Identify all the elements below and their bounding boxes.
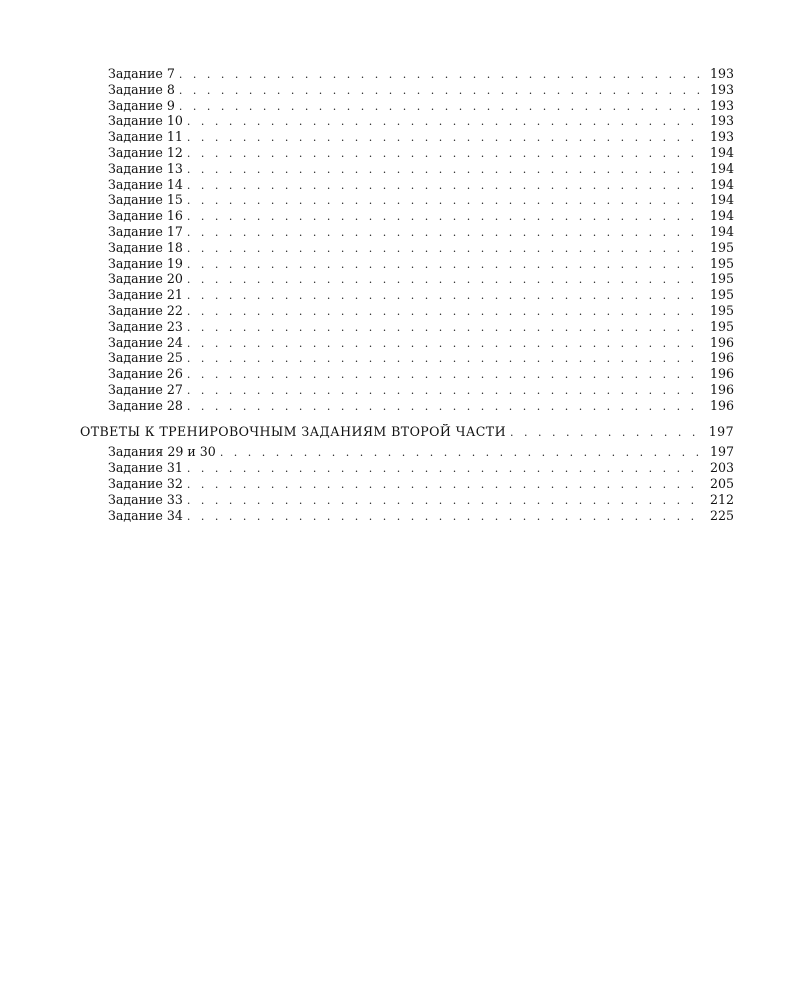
toc-entry[interactable]: [80, 129, 734, 145]
toc-entry-title: Задание 33: [108, 491, 183, 507]
dot-leader: [187, 383, 702, 398]
toc-entry-page: 193: [709, 113, 734, 129]
dot-leader: [187, 114, 702, 129]
dot-leader: [187, 336, 702, 351]
dot-leader: [187, 130, 702, 145]
dot-leader: [187, 272, 702, 287]
toc-entry-page: 194: [709, 223, 734, 239]
dot-leader: [187, 367, 702, 382]
toc-entry[interactable]: [80, 271, 734, 287]
toc-entry-page: 203: [709, 460, 734, 476]
dot-leader: [187, 178, 702, 193]
toc-entry-title: Задание 28: [108, 397, 183, 413]
toc-entry-title: Задание 7: [108, 66, 175, 81]
toc-entry-page: 196: [709, 381, 734, 397]
toc-entry[interactable]: [80, 98, 734, 114]
toc-entry-page: 196: [709, 397, 734, 413]
toc-entry-page: 194: [709, 144, 734, 160]
toc-entry-page: 194: [709, 176, 734, 192]
toc-entry-title: Задание 10: [108, 113, 183, 129]
toc-entry-page: 196: [709, 334, 734, 350]
toc-entry-page: 194: [709, 192, 734, 208]
dot-leader: [187, 146, 702, 161]
toc-entry[interactable]: [80, 444, 734, 460]
toc-entry-title: Задание 23: [108, 318, 183, 334]
dot-leader: [187, 320, 702, 335]
toc-entry-page: 205: [709, 475, 734, 491]
toc-entry[interactable]: [80, 177, 734, 193]
toc-entry[interactable]: [80, 240, 734, 256]
toc-entry-title: Задание 34: [108, 507, 183, 523]
toc-entry[interactable]: [80, 113, 734, 129]
dot-leader: [179, 67, 702, 82]
dot-leader: [187, 241, 702, 256]
toc-entry-title: Задание 9: [108, 97, 175, 113]
toc-entry-page: 195: [709, 287, 734, 303]
toc-entry-title: Задание 32: [108, 475, 183, 491]
dot-leader: [187, 288, 702, 303]
toc-entry-title: Задание 24: [108, 334, 183, 350]
toc-entry[interactable]: [80, 82, 734, 98]
toc-entry[interactable]: [80, 287, 734, 303]
toc-entry-page: 197: [709, 444, 734, 460]
dot-leader: [187, 461, 702, 476]
toc-entry-page: 194: [709, 160, 734, 176]
toc-entry-title: Задание 31: [108, 460, 183, 476]
toc-entry[interactable]: [80, 66, 734, 82]
dot-leader: [187, 509, 702, 524]
dot-leader: [179, 83, 702, 98]
toc-entry-page: 193: [709, 66, 734, 81]
toc-entry[interactable]: [80, 145, 734, 161]
toc-entry-page: 196: [709, 350, 734, 366]
toc-entry-page: 193: [709, 129, 734, 145]
toc-entry[interactable]: [80, 398, 734, 414]
toc-entry-title: Задание 19: [108, 255, 183, 271]
toc-entry-page: 195: [709, 318, 734, 334]
toc-list: [80, 66, 734, 523]
toc-entry-title: Задание 8: [108, 81, 175, 97]
toc-entry[interactable]: [80, 508, 734, 524]
dot-leader: [187, 304, 702, 319]
dot-leader: [187, 399, 702, 414]
toc-entry-page: 193: [709, 81, 734, 97]
toc-entry[interactable]: [80, 335, 734, 351]
dot-leader: [187, 193, 702, 208]
toc-entry[interactable]: [80, 303, 734, 319]
toc-entry-title: Задание 16: [108, 208, 183, 224]
toc-entry[interactable]: [80, 492, 734, 508]
toc-entry[interactable]: [80, 256, 734, 272]
toc-entry-page: 195: [709, 255, 734, 271]
toc-entry-page: 193: [709, 97, 734, 113]
dot-leader: [187, 351, 702, 366]
toc-entry-title: Задания 29 и 30: [108, 444, 216, 460]
toc-entry[interactable]: [80, 192, 734, 208]
toc-section-page: 197: [708, 423, 734, 439]
toc-entry[interactable]: [80, 161, 734, 177]
toc-entry[interactable]: [80, 319, 734, 335]
toc-entry-page: 195: [709, 271, 734, 287]
toc-entry-title: Задание 17: [108, 223, 183, 239]
toc-entry-title: Задание 13: [108, 160, 183, 176]
toc-entry-title: Задание 22: [108, 302, 183, 318]
toc-section-heading[interactable]: [80, 424, 734, 440]
dot-leader: [187, 209, 702, 224]
dot-leader: [179, 99, 702, 114]
dot-leader: [187, 493, 702, 508]
toc-entry-page: 195: [709, 239, 734, 255]
toc-entry-page: 196: [709, 366, 734, 382]
toc-entry-page: 194: [709, 208, 734, 224]
toc-entry-title: Задание 27: [108, 381, 183, 397]
dot-leader: [510, 425, 702, 440]
toc-entry-title: Задание 15: [108, 192, 183, 208]
toc-entry-title: Задание 14: [108, 176, 183, 192]
dot-leader: [220, 445, 702, 460]
toc-entry[interactable]: [80, 382, 734, 398]
toc-entry-title: Задание 18: [108, 239, 183, 255]
toc-entry-title: Задание 20: [108, 271, 183, 287]
toc-section-title: ОТВЕТЫ К ТРЕНИРОВОЧНЫМ ЗАДАНИЯМ ВТОРОЙ ЧАСТИ: [80, 423, 506, 439]
toc-entry[interactable]: [80, 460, 734, 476]
dot-leader: [187, 225, 702, 240]
toc-entry-page: 195: [709, 302, 734, 318]
toc-entry[interactable]: [80, 350, 734, 366]
dot-leader: [187, 257, 702, 272]
toc-entry[interactable]: [80, 208, 734, 224]
toc-entry-title: Задание 12: [108, 144, 183, 160]
toc-entry-title: Задание 26: [108, 366, 183, 382]
toc-entry-title: Задание 11: [108, 129, 183, 145]
toc-entry[interactable]: [80, 224, 734, 240]
toc-entry[interactable]: [80, 366, 734, 382]
dot-leader: [187, 477, 702, 492]
toc-entry-title: Задание 25: [108, 350, 183, 366]
table-of-contents: [80, 66, 734, 523]
toc-entry-page: 212: [709, 491, 734, 507]
toc-entry-page: 225: [709, 507, 734, 523]
dot-leader: [187, 162, 702, 177]
toc-entry[interactable]: [80, 476, 734, 492]
toc-entry-title: Задание 21: [108, 287, 183, 303]
